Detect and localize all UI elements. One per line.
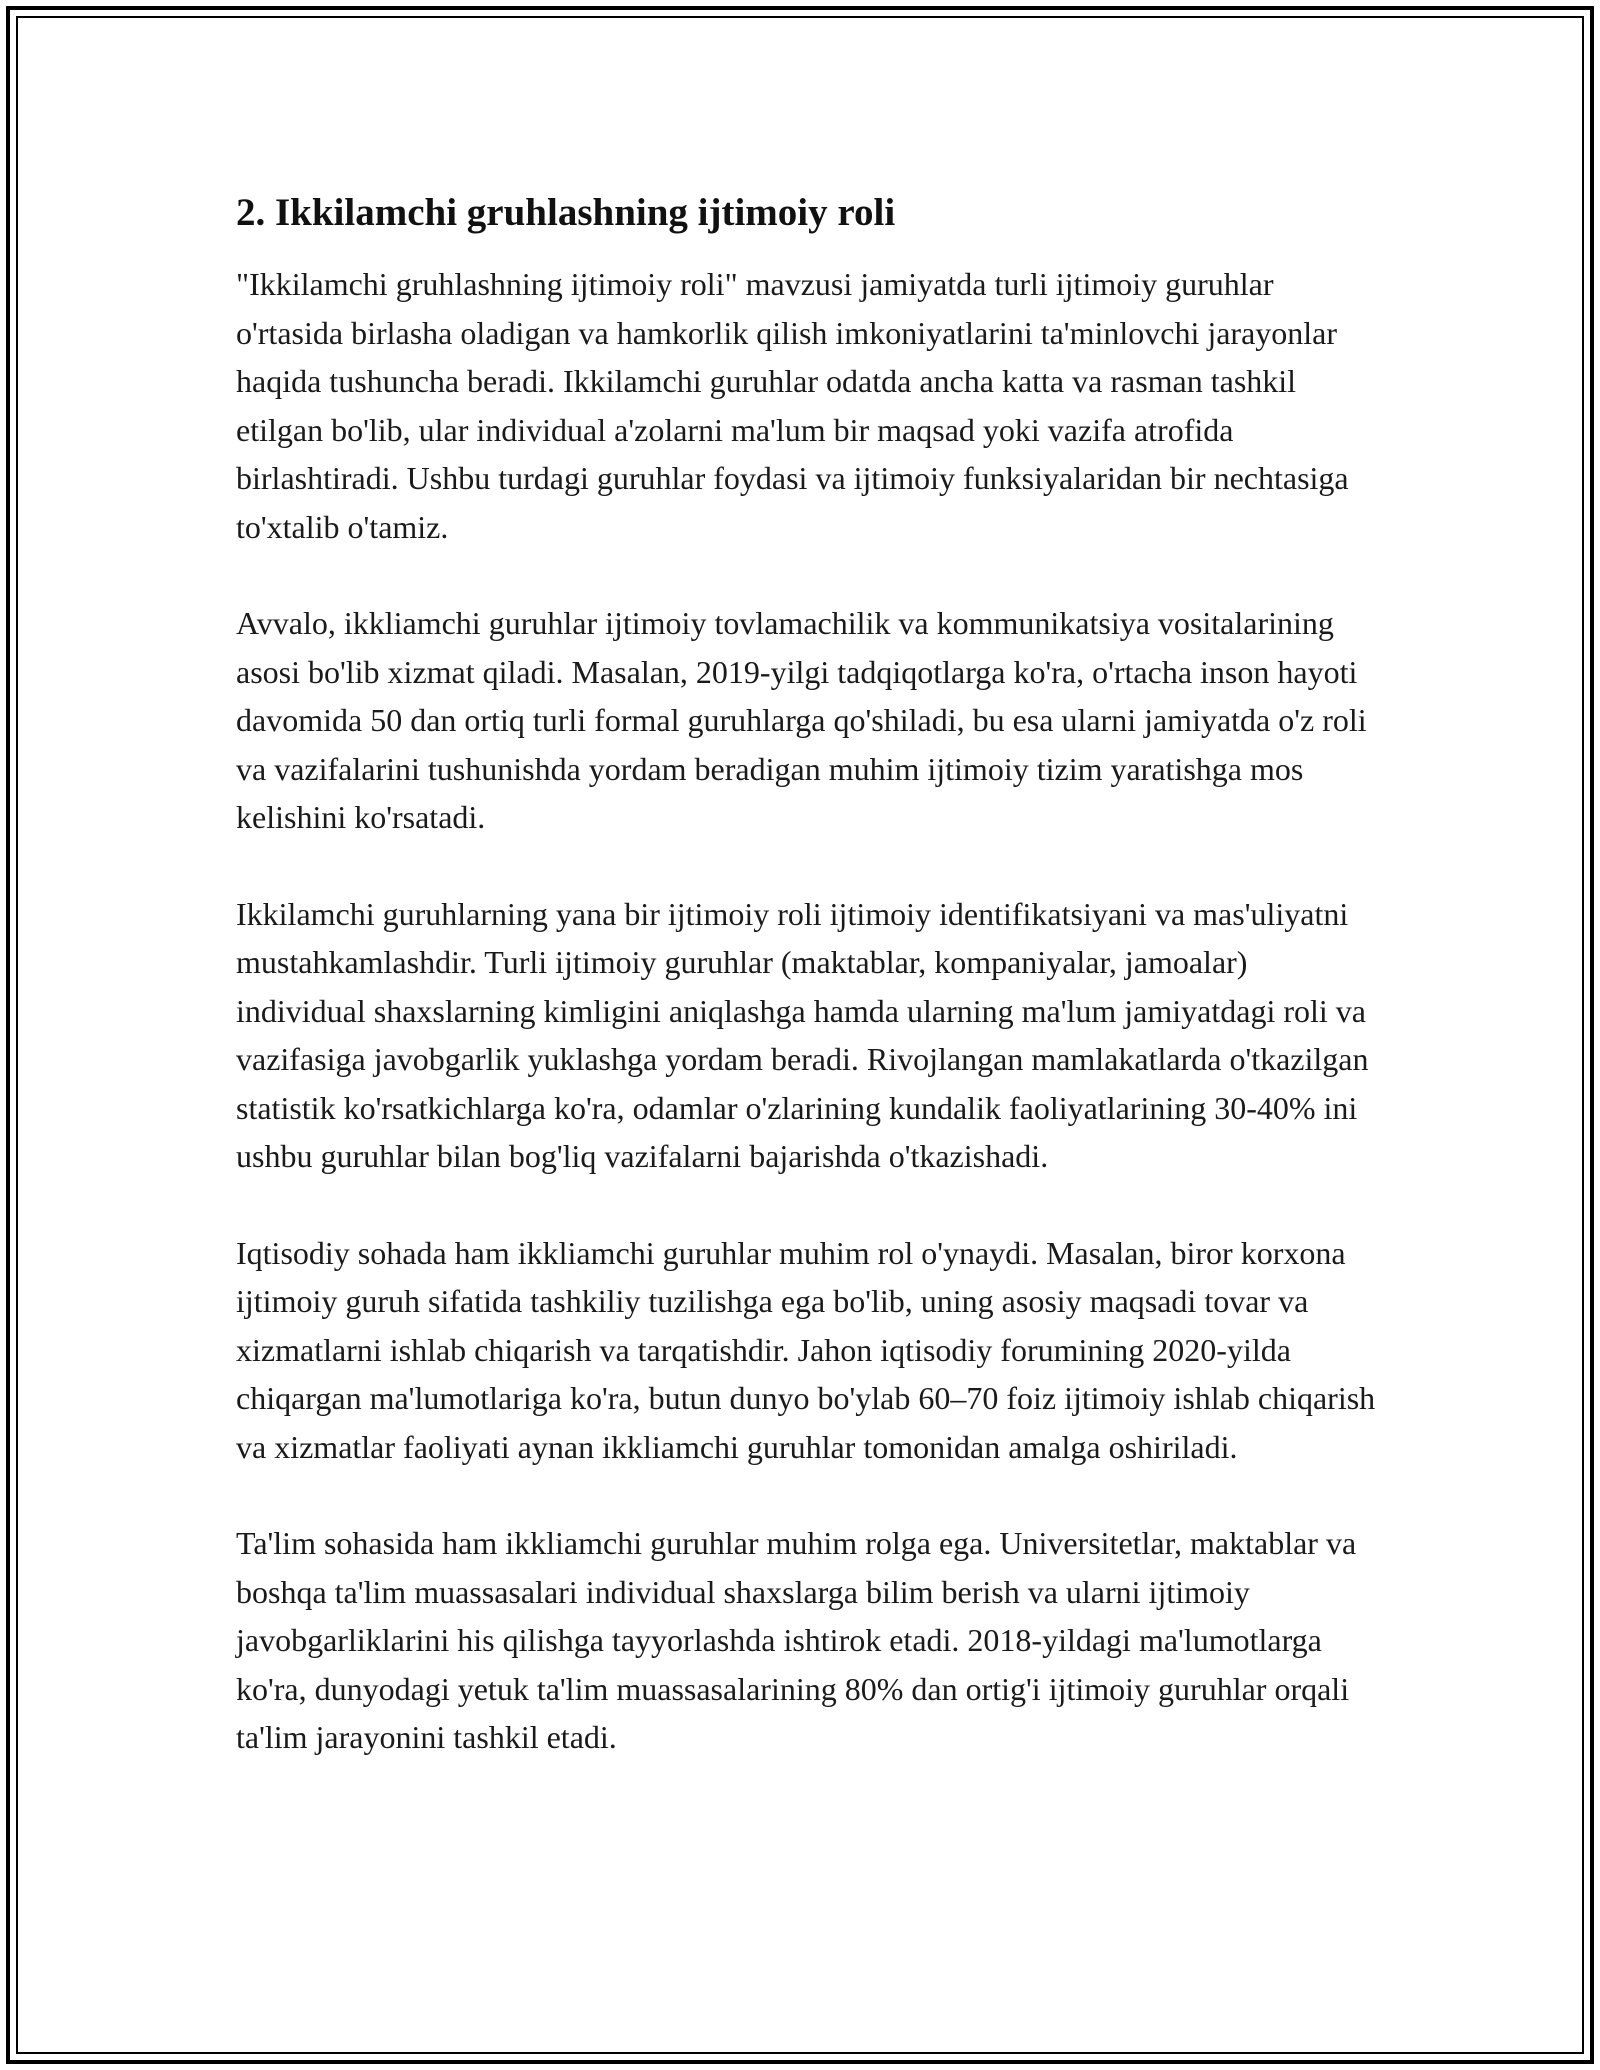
document-page xyxy=(236,186,1376,1810)
paragraph-economy: Iqtisodiy sohada ham ikkliamchi guruhlar muhim rol o'ynaydi. Masalan, biror korxona ijtimoiy guruh sifatida tashkiliy tuzilishga ega bo'lib, uning asosiy maqsadi tovar va xizmatlarni ishlab chiqarish va tarqatishdir. Jahon iqtisodiy forumining 2020-yilda chiqargan ma'lumotlariga ko'ra, butun dunyo bo'ylab 60–70 foiz ijtimoiy ishlab chiqarish va xizmatlar faoliyati aynan ikkliamchi guruhlar tomonidan amalga oshiriladi. xyxy=(236,1234,1376,1465)
paragraph-intro: "Ikkilamchi gruhlashning ijtimoiy roli" mavzusi jamiyatda turli ijtimoiy guruhlar o'rtasida birlasha oladigan va hamkorlik qilish imkoniyatlarini ta'minlovchi jarayonlar haqida tushuncha beradi. Ikkilamchi guruhlar odatda ancha katta va rasman tashkil etilgan bo'lib, ular individual a'zolarni ma'lum bir maqsad yoki vazifa atrofida birlashtiradi. Ushbu turdagi guruhlar foydasi va ijtimoiy funksiyalaridan bir nechtasiga to'xtalib o'tamiz. xyxy=(236,266,1349,545)
paragraph-identity: Ikkilamchi guruhlarning yana bir ijtimoiy roli ijtimoiy identifikatsiyani va mas'uliyatni mustahkamlashdir. Turli ijtimoiy guruhlar (maktablar, kompaniyalar, jamoalar) individual shaxslarning kimligini aniqlashga hamda ularning ma'lum jamiyatdagi roli va vazifasiga javobgarlik yuklashga yordam beradi. Rivojlangan mamlakatlarda o'tkazilgan statistik ko'rsatkichlarga ko'ra, odamlar o'zlarining kundalik faoliyatlarining 30-40% ini ushbu guruhlar bilan bog'liq vazifalarni bajarishda o'tkazishadi. xyxy=(236,895,1369,1174)
section-title: 2. Ikkilamchi gruhlashning ijtimoiy roli xyxy=(236,191,896,234)
paragraph-education: Ta'lim sohasida ham ikkliamchi guruhlar muhim rolga ega. Universitetlar, maktablar va boshqa ta'lim muassasalari individual shaxslarga bilim berish va ularni ijtimoiy javobgarliklarini his qilishga tayyorlashda ishtirok etadi. 2018-yildagi ma'lumotlarga ko'ra, dunyodagi yetuk ta'lim muassasalarining 80% dan ortig'i ijtimoiy guruhlar orqali ta'lim jarayonini tashkil etadi. xyxy=(236,1525,1357,1755)
paragraph-communication: Avvalo, ikkliamchi guruhlar ijtimoiy tovlamachilik va kommunikatsiya vositalarining asosi bo'lib xizmat qiladi. Masalan, 2019-yilgi tadqiqotlarga ko'ra, o'rtacha inson hayoti davomida 50 dan ortiq turli formal guruhlarga qo'shiladi, bu esa ularni jamiyatda o'z roli va vazifalarini tushunishda yordam beradigan muhim ijtimoiy tizim yaratishga mos kelishini ko'rsatadi. xyxy=(236,605,1367,835)
